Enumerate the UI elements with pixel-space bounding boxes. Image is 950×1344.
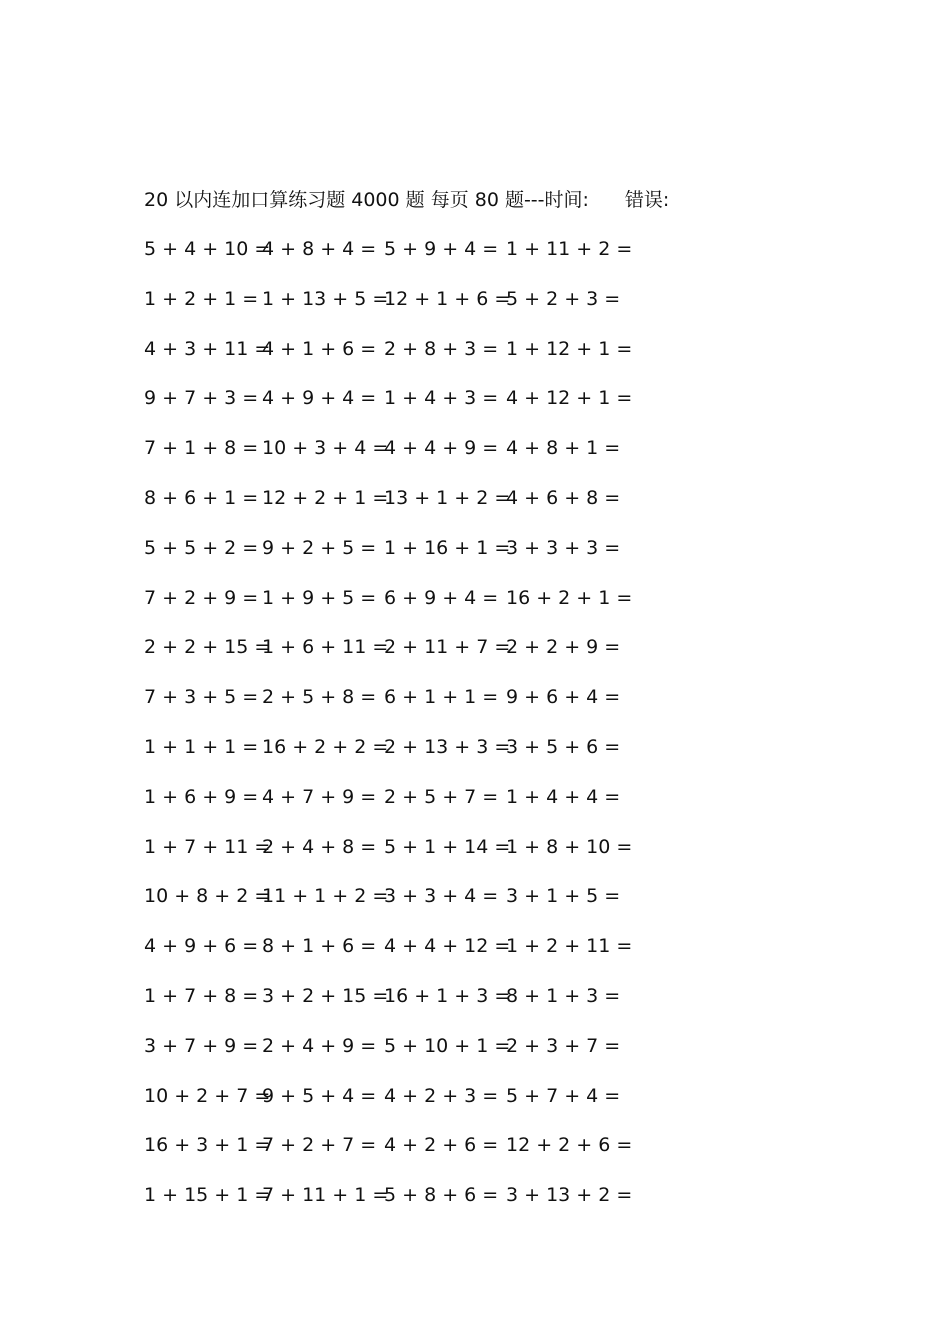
math-problem: 4 + 3 + 11 = (144, 337, 271, 360)
math-problem: 3 + 7 + 9 = (144, 1034, 259, 1057)
math-problem: 10 + 2 + 7 = (144, 1084, 271, 1107)
problem-row (144, 981, 644, 1031)
worksheet-title: 20 以内连加口算练习题 4000 题 每页 80 题---时间: (144, 189, 589, 211)
math-problem: 3 + 3 + 4 = (384, 885, 499, 908)
math-problem: 7 + 11 + 1 = (262, 1184, 389, 1207)
math-problem: 1 + 4 + 4 = (506, 785, 621, 808)
problem-row (144, 383, 644, 433)
math-problem: 16 + 2 + 1 = (506, 586, 633, 609)
math-problem: 12 + 2 + 6 = (506, 1134, 633, 1157)
math-problem: 9 + 2 + 5 = (262, 536, 377, 559)
problem-row (144, 832, 644, 882)
math-problem: 1 + 16 + 1 = (384, 536, 511, 559)
problem-row (144, 334, 644, 384)
math-problem: 10 + 3 + 4 = (262, 437, 389, 460)
math-problem: 1 + 6 + 11 = (262, 636, 389, 659)
math-problem: 1 + 9 + 5 = (262, 586, 377, 609)
math-problem: 4 + 12 + 1 = (506, 387, 633, 410)
math-problem: 8 + 1 + 3 = (506, 984, 621, 1007)
math-problem: 1 + 15 + 1 = (144, 1184, 271, 1207)
math-problem: 6 + 1 + 1 = (384, 686, 499, 709)
math-problem: 2 + 5 + 7 = (384, 785, 499, 808)
math-problem: 9 + 7 + 3 = (144, 387, 259, 410)
math-problem: 2 + 8 + 3 = (384, 337, 499, 360)
math-problem: 1 + 12 + 1 = (506, 337, 633, 360)
math-problem: 8 + 1 + 6 = (262, 935, 377, 958)
math-problem: 1 + 13 + 5 = (262, 287, 389, 310)
math-problem: 5 + 5 + 2 = (144, 536, 259, 559)
math-problem: 4 + 4 + 12 = (384, 935, 511, 958)
problem-row (144, 583, 644, 633)
math-problem: 1 + 2 + 1 = (144, 287, 259, 310)
problem-row (144, 881, 644, 931)
math-problem: 2 + 2 + 9 = (506, 636, 621, 659)
problem-row (144, 931, 644, 981)
math-problem: 2 + 13 + 3 = (384, 735, 511, 758)
math-problem: 12 + 2 + 1 = (262, 486, 389, 509)
math-problem: 4 + 2 + 3 = (384, 1084, 499, 1107)
math-problem: 2 + 2 + 15 = (144, 636, 271, 659)
math-problem: 5 + 9 + 4 = (384, 238, 499, 260)
math-problem: 5 + 8 + 6 = (384, 1184, 499, 1207)
problem-row (144, 782, 644, 832)
math-problem: 3 + 1 + 5 = (506, 885, 621, 908)
math-problem: 4 + 6 + 8 = (506, 486, 621, 509)
problem-row (144, 533, 644, 583)
problem-row (144, 682, 644, 732)
problem-row (144, 483, 644, 533)
math-problem: 2 + 4 + 9 = (262, 1034, 377, 1057)
math-problem: 3 + 13 + 2 = (506, 1184, 633, 1207)
problem-row (144, 433, 644, 483)
math-problem: 4 + 9 + 4 = (262, 387, 377, 410)
math-problem: 2 + 4 + 8 = (262, 835, 377, 858)
math-problem: 10 + 8 + 2 = (144, 885, 271, 908)
problem-row (144, 632, 644, 682)
math-problem: 4 + 9 + 6 = (144, 935, 259, 958)
problem-row (144, 732, 644, 782)
math-problem: 4 + 8 + 4 = (262, 238, 377, 260)
problem-row (144, 1180, 644, 1230)
math-problem: 4 + 8 + 1 = (506, 437, 621, 460)
math-problem: 13 + 1 + 2 = (384, 486, 511, 509)
problem-row (144, 1081, 644, 1131)
math-problem: 5 + 1 + 14 = (384, 835, 511, 858)
math-problem: 9 + 5 + 4 = (262, 1084, 377, 1107)
math-problem: 2 + 3 + 7 = (506, 1034, 621, 1057)
math-problem: 2 + 5 + 8 = (262, 686, 377, 709)
problem-row (144, 284, 644, 334)
math-problem: 4 + 1 + 6 = (262, 337, 377, 360)
math-problem: 5 + 10 + 1 = (384, 1034, 511, 1057)
errors-label: 错误: (624, 189, 670, 211)
math-problem: 6 + 9 + 4 = (384, 586, 499, 609)
math-problem: 9 + 6 + 4 = (506, 686, 621, 709)
math-problem: 3 + 5 + 6 = (506, 735, 621, 758)
math-problem: 11 + 1 + 2 = (262, 885, 389, 908)
math-problem: 12 + 1 + 6 = (384, 287, 511, 310)
math-problem: 5 + 2 + 3 = (506, 287, 621, 310)
math-problem: 8 + 6 + 1 = (144, 486, 259, 509)
math-problem: 1 + 4 + 3 = (384, 387, 499, 410)
math-problem: 1 + 1 + 1 = (144, 735, 259, 758)
math-problem: 3 + 2 + 15 = (262, 984, 389, 1007)
math-problem: 5 + 7 + 4 = (506, 1084, 621, 1107)
math-problem: 1 + 6 + 9 = (144, 785, 259, 808)
math-problem: 1 + 2 + 11 = (506, 935, 633, 958)
problem-grid (144, 234, 644, 1230)
math-problem: 2 + 11 + 7 = (384, 636, 511, 659)
math-problem: 7 + 1 + 8 = (144, 437, 259, 460)
problem-row (144, 1130, 644, 1180)
math-problem: 16 + 1 + 3 = (384, 984, 511, 1007)
math-problem: 4 + 4 + 9 = (384, 437, 499, 460)
math-problem: 1 + 11 + 2 = (506, 238, 633, 260)
math-problem: 16 + 2 + 2 = (262, 735, 389, 758)
math-problem: 4 + 2 + 6 = (384, 1134, 499, 1157)
math-problem: 16 + 3 + 1 = (144, 1134, 271, 1157)
math-problem: 1 + 7 + 11 = (144, 835, 271, 858)
problem-row (144, 234, 644, 284)
math-problem: 7 + 2 + 7 = (262, 1134, 377, 1157)
math-problem: 1 + 7 + 8 = (144, 984, 259, 1007)
math-problem: 4 + 7 + 9 = (262, 785, 377, 808)
math-problem: 5 + 4 + 10 = (144, 238, 271, 260)
problem-row (144, 1031, 644, 1081)
math-problem: 7 + 2 + 9 = (144, 586, 259, 609)
math-problem: 7 + 3 + 5 = (144, 686, 259, 709)
math-problem: 3 + 3 + 3 = (506, 536, 621, 559)
math-problem: 1 + 8 + 10 = (506, 835, 633, 858)
worksheet-header (144, 186, 669, 214)
